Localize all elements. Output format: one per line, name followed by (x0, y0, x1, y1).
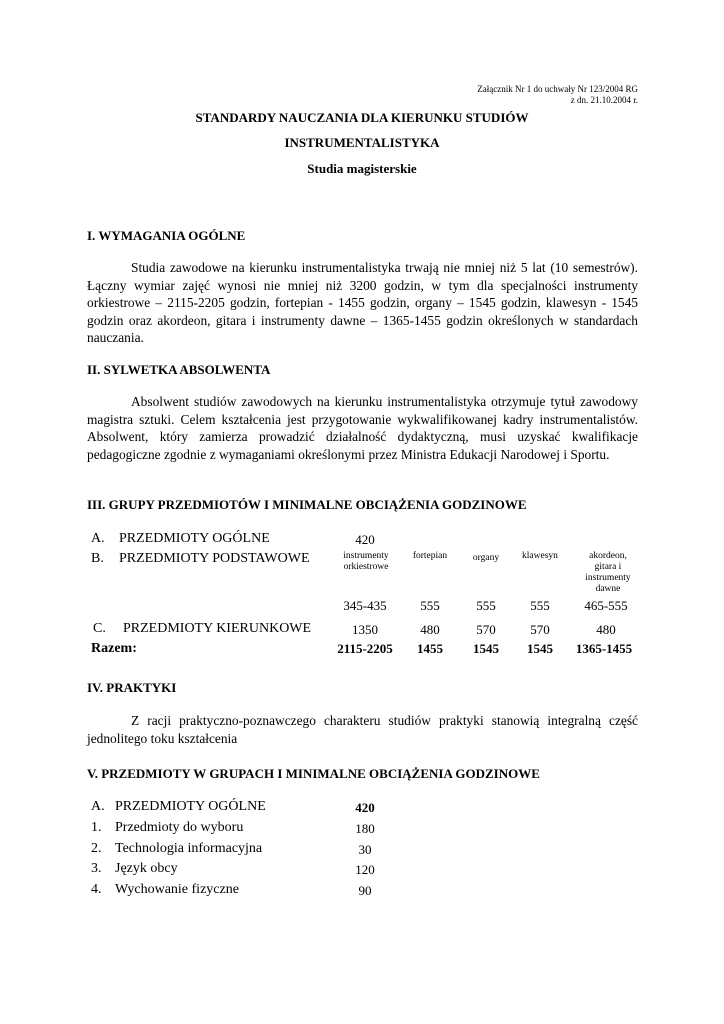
total-label: Razem: (91, 641, 137, 656)
section-4-heading: IV. PRAKTYKI (87, 680, 177, 695)
study-level: Studia magisterskie (307, 161, 417, 176)
row-a-value: 420 (355, 532, 375, 547)
row-b-value: 555 (476, 598, 496, 613)
list-item-value: 180 (355, 821, 375, 836)
list-item-value: 90 (358, 883, 372, 898)
section-1-paragraph (87, 259, 638, 347)
list-item-label: Wychowanie fizyczne (115, 882, 239, 897)
row-c-value: 570 (530, 622, 550, 637)
total-value: 1365-1455 (575, 641, 633, 656)
row-c-letter: C. (93, 621, 106, 636)
list-item-number: 3. (91, 861, 102, 876)
row-c-value: 1350 (352, 622, 378, 637)
attachment-note-line1: Załącznik Nr 1 do uchwały Nr 123/2004 RG (477, 84, 638, 94)
row-a-label: PRZEDMIOTY OGÓLNE (119, 531, 270, 546)
list-item-number: 2. (91, 841, 102, 856)
group-label: PRZEDMIOTY OGÓLNE (115, 799, 266, 814)
column-header: instrumenty orkiestrowe (343, 551, 389, 572)
list-item-number: 4. (91, 882, 102, 897)
section-5-heading: V. PRZEDMIOTY W GRUPACH I MINIMALNE OBCIĄŻENIA GODZINOWE (87, 766, 540, 781)
row-b-letter: B. (91, 551, 104, 566)
section-2-text: Absolwent studiów zawodowych na kierunku instrumentalistyka otrzymuje tytuł zawodowy magistra sztuki. Celem kształcenia jest przygotowanie wykwalifikowanej kadry instrumentalistów. Absolwent, który zamierza prowadzić działalność dydaktyczną, musi uzyskać kwalifikacje pedagogiczne zgodnie z wymaganiami określonymi przez Ministra Edukacji Narodowej i Sportu. (87, 394, 638, 462)
list-item-value: 120 (355, 862, 375, 877)
section-4-paragraph (87, 712, 638, 747)
column-header: akordeon, gitara i instrumenty dawne (585, 551, 631, 594)
row-b-value: 555 (530, 598, 550, 613)
row-c-value: 480 (596, 622, 616, 637)
row-a-letter: A. (91, 531, 105, 546)
row-b-value: 345-435 (343, 598, 387, 613)
row-b-value: 555 (420, 598, 440, 613)
row-b-label: PRZEDMIOTY PODSTAWOWE (119, 551, 310, 566)
document-title: STANDARDY NAUCZANIA DLA KIERUNKU STUDIÓW (195, 110, 529, 125)
row-c-value: 480 (420, 622, 440, 637)
total-value: 2115-2205 (337, 641, 393, 656)
attachment-note (477, 84, 638, 106)
column-header: organy (472, 553, 500, 563)
total-value: 1455 (417, 641, 443, 656)
section-2-paragraph (87, 393, 638, 463)
list-item-value: 30 (358, 842, 372, 857)
row-b-value: 465-555 (584, 598, 628, 613)
section-4-text: Z racji praktyczno-poznawczego charakteru studiów praktyki stanowią integralną część jednolitego toku kształcenia (87, 713, 638, 746)
list-item-number: 1. (91, 820, 102, 835)
row-c-value: 570 (476, 622, 496, 637)
group-value: 420 (355, 800, 375, 815)
document-subtitle: INSTRUMENTALISTYKA (284, 135, 440, 150)
column-header: fortepian (412, 551, 448, 561)
section-2-heading: II. SYLWETKA ABSOLWENTA (87, 362, 271, 377)
section-1-heading: I. WYMAGANIA OGÓLNE (87, 228, 246, 243)
total-value: 1545 (527, 641, 553, 656)
list-item-label: Język obcy (115, 861, 178, 876)
row-c-label: PRZEDMIOTY KIERUNKOWE (123, 621, 312, 636)
group-letter: A. (91, 799, 105, 814)
section-3-heading: III. GRUPY PRZEDMIOTÓW I MINIMALNE OBCIĄŻENIA GODZINOWE (87, 497, 527, 512)
list-item-label: Technologia informacyjna (115, 841, 263, 856)
total-value: 1545 (473, 641, 499, 656)
attachment-note-date: z dn. 21.10.2004 r. (570, 95, 638, 105)
column-header: klawesyn (522, 551, 558, 561)
list-item-label: Przedmioty do wyboru (115, 820, 244, 835)
section-1-text: Studia zawodowe na kierunku instrumentalistyka trwają nie mniej niż 5 lat (10 semestrów). Łączny wymiar zajęć wynosi nie mniej niż 3200 godzin, w tym dla specjalności instrumenty orkiestrowe – 2115-2205 godzin, fortepian - 1455 godzin, organy – 1545 godzin, klawesyn - 1545 godzin oraz akordeon, gitara i instrumenty dawne – 1365-1455 godzin określonych w standardach nauczania. (87, 260, 638, 345)
